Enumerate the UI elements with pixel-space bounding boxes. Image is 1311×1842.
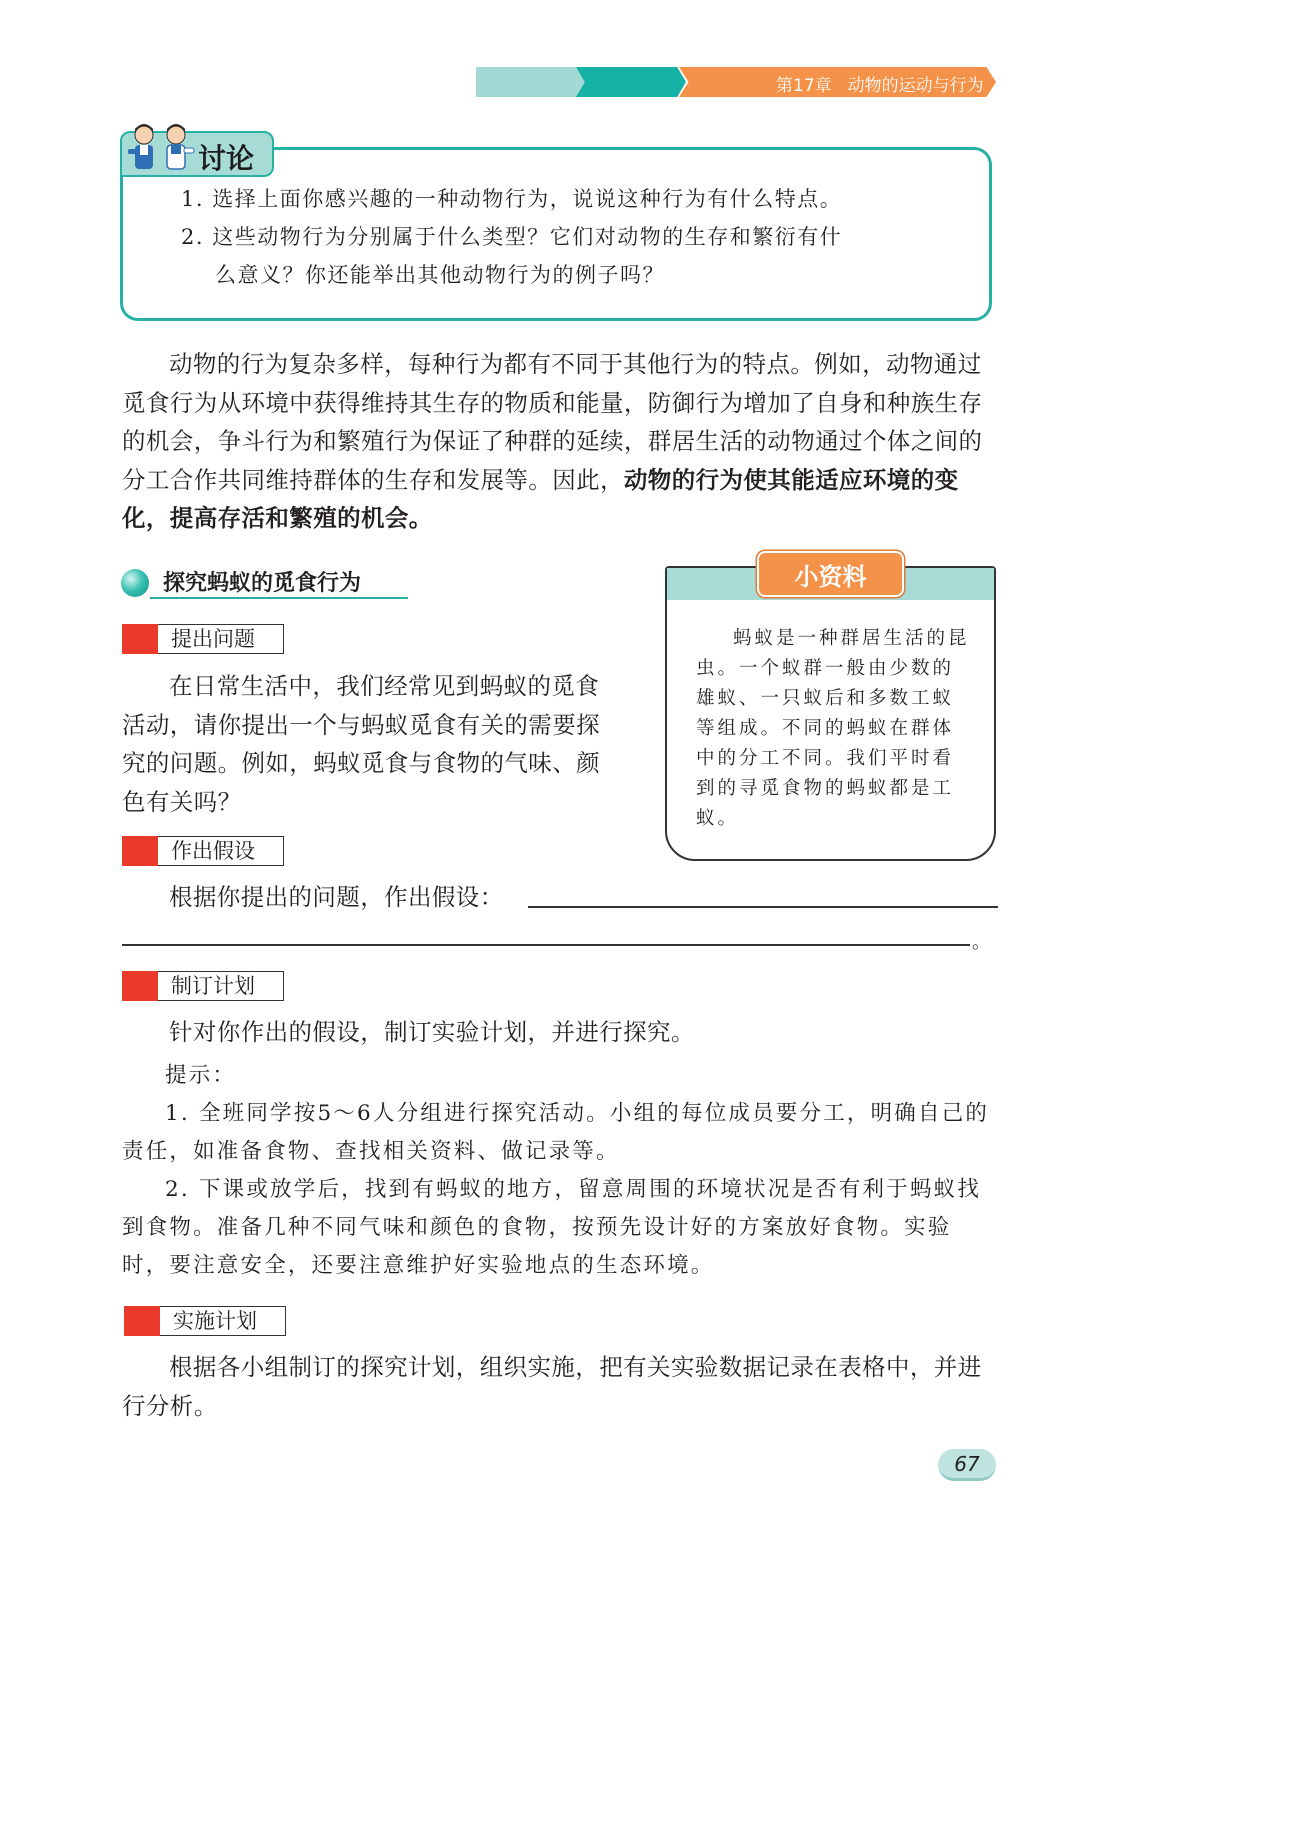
ask-paragraph <box>122 667 614 821</box>
intro-text: 动物的行为复杂多样，每种行为都有不同于其他行为的特点。例如，动物通过觅食行为从环境中获得维持其生存的物质和能量，防御行为增加了自身和种族生存的机会，争斗行为和繁殖行为保证了种群的延续，群居生活的动物通过个体之间的分工合作共同维持群体的生存和发展等。因此， <box>122 350 983 494</box>
section-title: 探究蚂蚁的觅食行为 <box>163 571 362 596</box>
hypothesis-paragraph <box>122 878 998 917</box>
info-box-title: 小资料 <box>794 563 867 591</box>
step-label-text: 制订计划 <box>158 971 284 1001</box>
step-label-text: 提出问题 <box>158 624 284 654</box>
implement-paragraph <box>122 1348 998 1425</box>
step-marker <box>122 971 158 1001</box>
discussion-item-2-cont: 么意义？你还能举出其他动物行为的例子吗？ <box>215 263 665 287</box>
discussion-title: 讨论 <box>198 142 255 175</box>
hypothesis-text: 根据你提出的问题，作出假设： <box>169 883 504 911</box>
info-box-text: 蚂蚁是一种群居生活的昆虫。一个蚁群一般由少数的雄蚁、一只蚁后和多数工蚁等组成。不同的蚂蚁在群体中的分工不同。我们平时看到的寻觅食物的蚂蚁都是工蚁。 <box>696 628 970 829</box>
step-label-text: 作出假设 <box>158 836 284 866</box>
section-bullet-icon <box>121 569 149 597</box>
chapter-number: 第17章 <box>776 76 832 96</box>
step-marker <box>122 624 158 654</box>
intro-paragraph <box>122 345 998 538</box>
hint-item-2: 2. 下课或放学后，找到有蚂蚁的地方，留意周围的环境状况是否有利于蚂蚁找到食物。准备几种不同气味和颜色的食物，按预先设计好的方案放好食物。实验时，要注意安全，还要注意维护好实验地点的生态环境。 <box>122 1177 982 1278</box>
ask-text: 在日常生活中，我们经常见到蚂蚁的觅食活动，请你提出一个与蚂蚁觅食有关的需要探究的问题。例如，蚂蚁觅食与食物的气味、颜色有关吗？ <box>122 672 600 816</box>
hint-item-1: 1. 全班同学按5～6人分组进行探究活动。小组的每位成员要分工，明确自己的责任，如准备食物、查找相关资料、做记录等。 <box>122 1101 990 1164</box>
step-marker <box>124 1306 160 1336</box>
students-illustration-icon <box>124 121 198 175</box>
ribbon-segment-light <box>476 67 588 97</box>
hypothesis-fill-line-2 <box>122 944 970 946</box>
chapter-title: 动物的运动与行为 <box>847 76 984 96</box>
step-label-text: 实施计划 <box>160 1306 286 1336</box>
step-marker <box>122 836 158 866</box>
intro-bold-conclusion: 动物的行为使其能适应环境的变化，提高存活和繁殖的机会。 <box>122 465 959 532</box>
hypothesis-end-mark: 。 <box>972 932 990 953</box>
discussion-item-2: 2. 这些动物行为分别属于什么类型？它们对动物的生存和繁衍有什 <box>181 225 843 249</box>
plan-hints <box>122 1057 998 1285</box>
hint-label: 提示： <box>165 1063 237 1088</box>
chapter-label <box>776 71 984 96</box>
hypothesis-fill-line-1 <box>528 906 998 908</box>
ribbon-segment-teal <box>576 67 686 97</box>
section-underline <box>150 597 408 599</box>
plan-text: 针对你作出的假设，制订实验计划，并进行探究。 <box>169 1018 695 1046</box>
info-box-body <box>696 624 972 834</box>
page-number: 67 <box>938 1449 996 1481</box>
discussion-item-1: 1. 选择上面你感兴趣的一种动物行为，说说这种行为有什么特点。 <box>181 187 843 211</box>
plan-paragraph <box>122 1013 998 1052</box>
chapter-header-ribbon <box>476 67 996 97</box>
implement-text: 根据各小组制订的探究计划，组织实施，把有关实验数据记录在表格中，并进行分析。 <box>122 1353 982 1420</box>
